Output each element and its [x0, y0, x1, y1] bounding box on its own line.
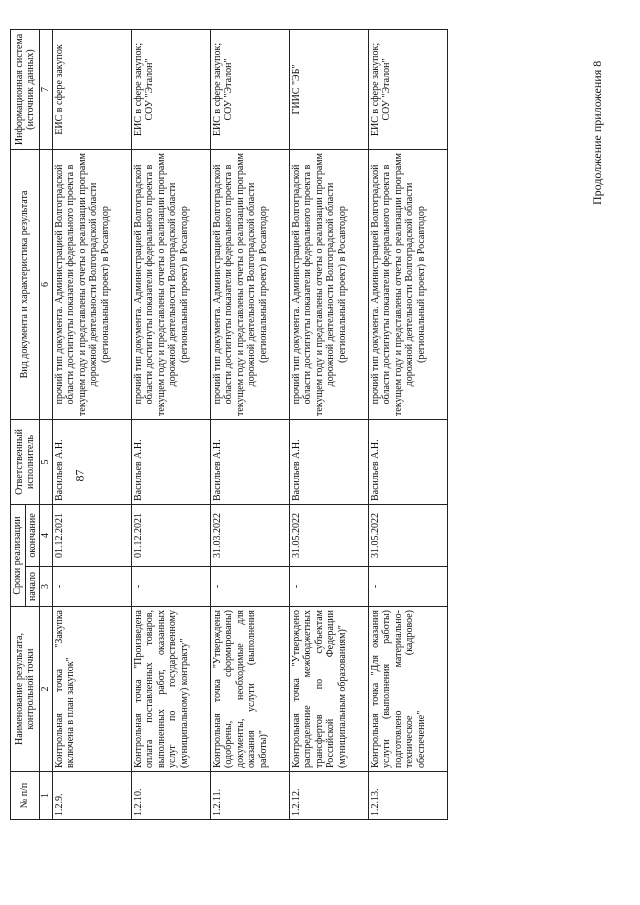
document-description: прочий тип документа. Администрацией Волгоградской области достигнуты показатели федерального проекта в текущем году и представлены отчеты о реализации программ дорожной деятельности Волгоградской области (региональный проект) в Росавтодор — [289, 149, 368, 419]
row-number: 1.2.13. — [368, 772, 447, 820]
column-index: 7 — [40, 29, 53, 149]
info-system: ЕИС в сфере закупок; СОУ "Эталон" — [131, 29, 210, 149]
results-table — [10, 29, 448, 820]
checkpoint-name: Контрольная точка "Закупка включена в план закупок" — [52, 607, 131, 772]
column-index-row — [40, 29, 53, 819]
info-system: ЕИС в сфере закупок; СОУ "Эталон" — [368, 29, 447, 149]
info-system: ЕИС в сфере закупок — [52, 29, 131, 149]
end-date: 31.05.2022 — [289, 504, 368, 566]
page-number: 87 — [72, 469, 87, 482]
column-index: 4 — [40, 504, 53, 566]
header-responsible: Ответственный исполнитель — [11, 419, 40, 504]
checkpoint-name: Контрольная точка "Произведена оплата поставленных товаров, выполненных работ, оказанных услуг по государственному (муниципальному) контракту" — [131, 607, 210, 772]
column-index: 3 — [40, 567, 53, 607]
end-date: 31.03.2022 — [210, 504, 289, 566]
responsible-person: Васильев А.Н. — [368, 419, 447, 504]
responsible-person: Васильев А.Н. — [52, 419, 131, 504]
header-doc: Вид документа и характеристика результата — [11, 149, 40, 419]
header-terms: Сроки реализации — [11, 504, 26, 606]
end-date: 31.05.2022 — [368, 504, 447, 566]
row-number: 1.2.11. — [210, 772, 289, 820]
start-date: - — [289, 567, 368, 607]
checkpoint-name: Контрольная точка "Для оказания услуги (выполнения работы) подготовлено материально-техническое (кадровое) обеспечение" — [368, 607, 447, 772]
column-index: 6 — [40, 149, 53, 419]
responsible-person: Васильев А.Н. — [210, 419, 289, 504]
row-number: 1.2.12. — [289, 772, 368, 820]
header-start: начало — [25, 567, 40, 607]
checkpoint-name: Контрольная точка "Утверждено распределение межбюджетных трансфертов по субъектам Российской Федерации (муниципальным образованиям)" — [289, 607, 368, 772]
header-system: Информационная система (источник данных) — [11, 29, 40, 149]
start-date: - — [210, 567, 289, 607]
continuation-label: Продолжение приложения 8 — [590, 60, 604, 205]
document-description: прочий тип документа. Администрацией Волгоградской области достигнуты показатели федерального проекта в текущем году и представлены отчеты о реализации программ дорожной деятельности Волгоградской области (региональный проект) в Росавтодор — [52, 149, 131, 419]
checkpoint-name: Контрольная точка "Утверждены (одобрены, сформированы) документы, необходимые для оказания услуги (выполнения работы)" — [210, 607, 289, 772]
column-index: 5 — [40, 419, 53, 504]
responsible-person: Васильев А.Н. — [131, 419, 210, 504]
column-index: 1 — [40, 772, 53, 820]
document-description: прочий тип документа. Администрацией Волгоградской области достигнуты показатели федерального проекта в текущем году и представлены отчеты о реализации программ дорожной деятельности Волгоградской области (региональный проект) в Росавтодор — [210, 149, 289, 419]
row-number: 1.2.10. — [131, 772, 210, 820]
table-row — [52, 29, 131, 819]
table-row — [131, 29, 210, 819]
info-system: ЕИС в сфере закупок; СОУ "Эталон" — [210, 29, 289, 149]
header-num: № п/п — [11, 772, 40, 820]
start-date: - — [52, 567, 131, 607]
column-index: 2 — [40, 607, 53, 772]
document-description: прочий тип документа. Администрацией Волгоградской области достигнуты показатели федерального проекта в текущем году и представлены отчеты о реализации программ дорожной деятельности Волгоградской области (региональный проект) в Росавтодор — [131, 149, 210, 419]
header-end: окончание — [25, 504, 40, 566]
end-date: 01.12.2021 — [52, 504, 131, 566]
start-date: - — [131, 567, 210, 607]
end-date: 01.12.2021 — [131, 504, 210, 566]
row-number: 1.2.9. — [52, 772, 131, 820]
responsible-person: Васильев А.Н. — [289, 419, 368, 504]
document-description: прочий тип документа. Администрацией Волгоградской области достигнуты показатели федерального проекта в текущем году и представлены отчеты о реализации программ дорожной деятельности Волгоградской области (региональный проект) в Росавтодор — [368, 149, 447, 419]
info-system: ГИИС "ЭБ" — [289, 29, 368, 149]
start-date: - — [368, 567, 447, 607]
table-row — [368, 29, 447, 819]
table-row — [289, 29, 368, 819]
header-name: Наименование результата, контрольной точки — [11, 607, 40, 772]
table-row — [210, 29, 289, 819]
